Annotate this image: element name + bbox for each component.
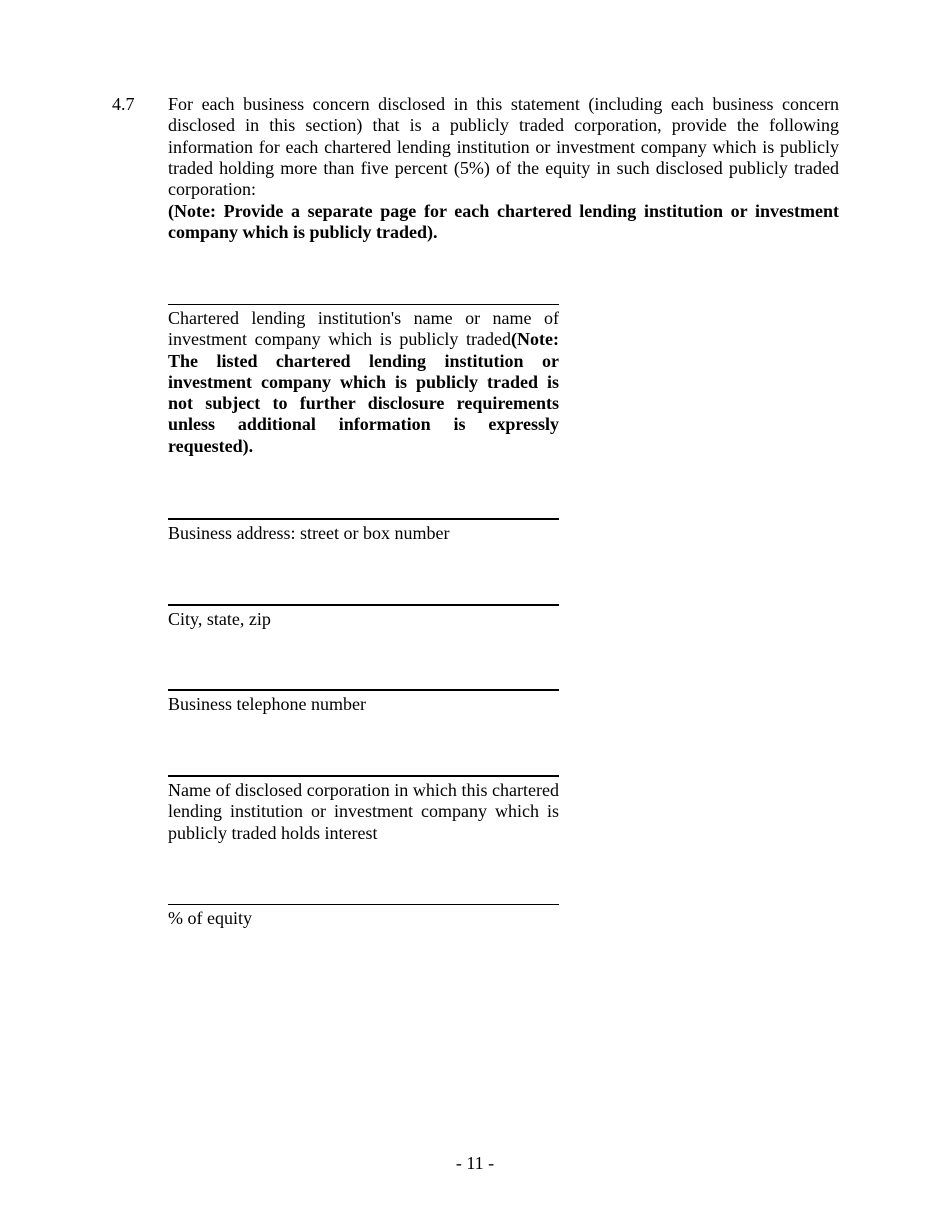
business-telephone-field[interactable] — [168, 689, 559, 715]
percent-equity-label: % of equity — [168, 908, 252, 928]
disclosed-corporation-field[interactable] — [168, 775, 559, 844]
percent-equity-field[interactable] — [168, 904, 559, 929]
section-note: (Note: Provide a separate page for each chartered lending institution or investment company which is publicly traded). — [168, 201, 839, 243]
section-intro: For each business concern disclosed in this statement (including each business concern disclosed in this section) that is a publicly traded corporation, provide the following information for each chartered lending institution or investment company which is publicly traded holding more than five percent (5%) of the equity in such disclosed publicly traded corporation: — [168, 94, 839, 200]
disclosed-corporation-label: Name of disclosed corporation in which this chartered lending institution or investment company which is publicly traded holds interest — [168, 780, 559, 843]
business-address-label: Business address: street or box number — [168, 523, 450, 543]
business-address-field[interactable] — [168, 518, 559, 544]
business-telephone-label: Business telephone number — [168, 694, 366, 714]
institution-name-note: (Note: The listed chartered lending institution or investment company which is publicly traded is not subject to further disclosure requirements unless additional information is expressly requested). — [168, 329, 559, 456]
institution-name-label — [168, 305, 559, 457]
institution-name-label-text: Chartered lending institution's name or name of investment company which is publicly traded — [168, 308, 559, 350]
page-number: - 11 - — [455, 1153, 495, 1173]
section-number: 4.7 — [112, 94, 135, 114]
city-state-zip-label: City, state, zip — [168, 609, 271, 629]
city-state-zip-field[interactable] — [168, 604, 559, 630]
institution-name-field[interactable] — [168, 304, 559, 457]
